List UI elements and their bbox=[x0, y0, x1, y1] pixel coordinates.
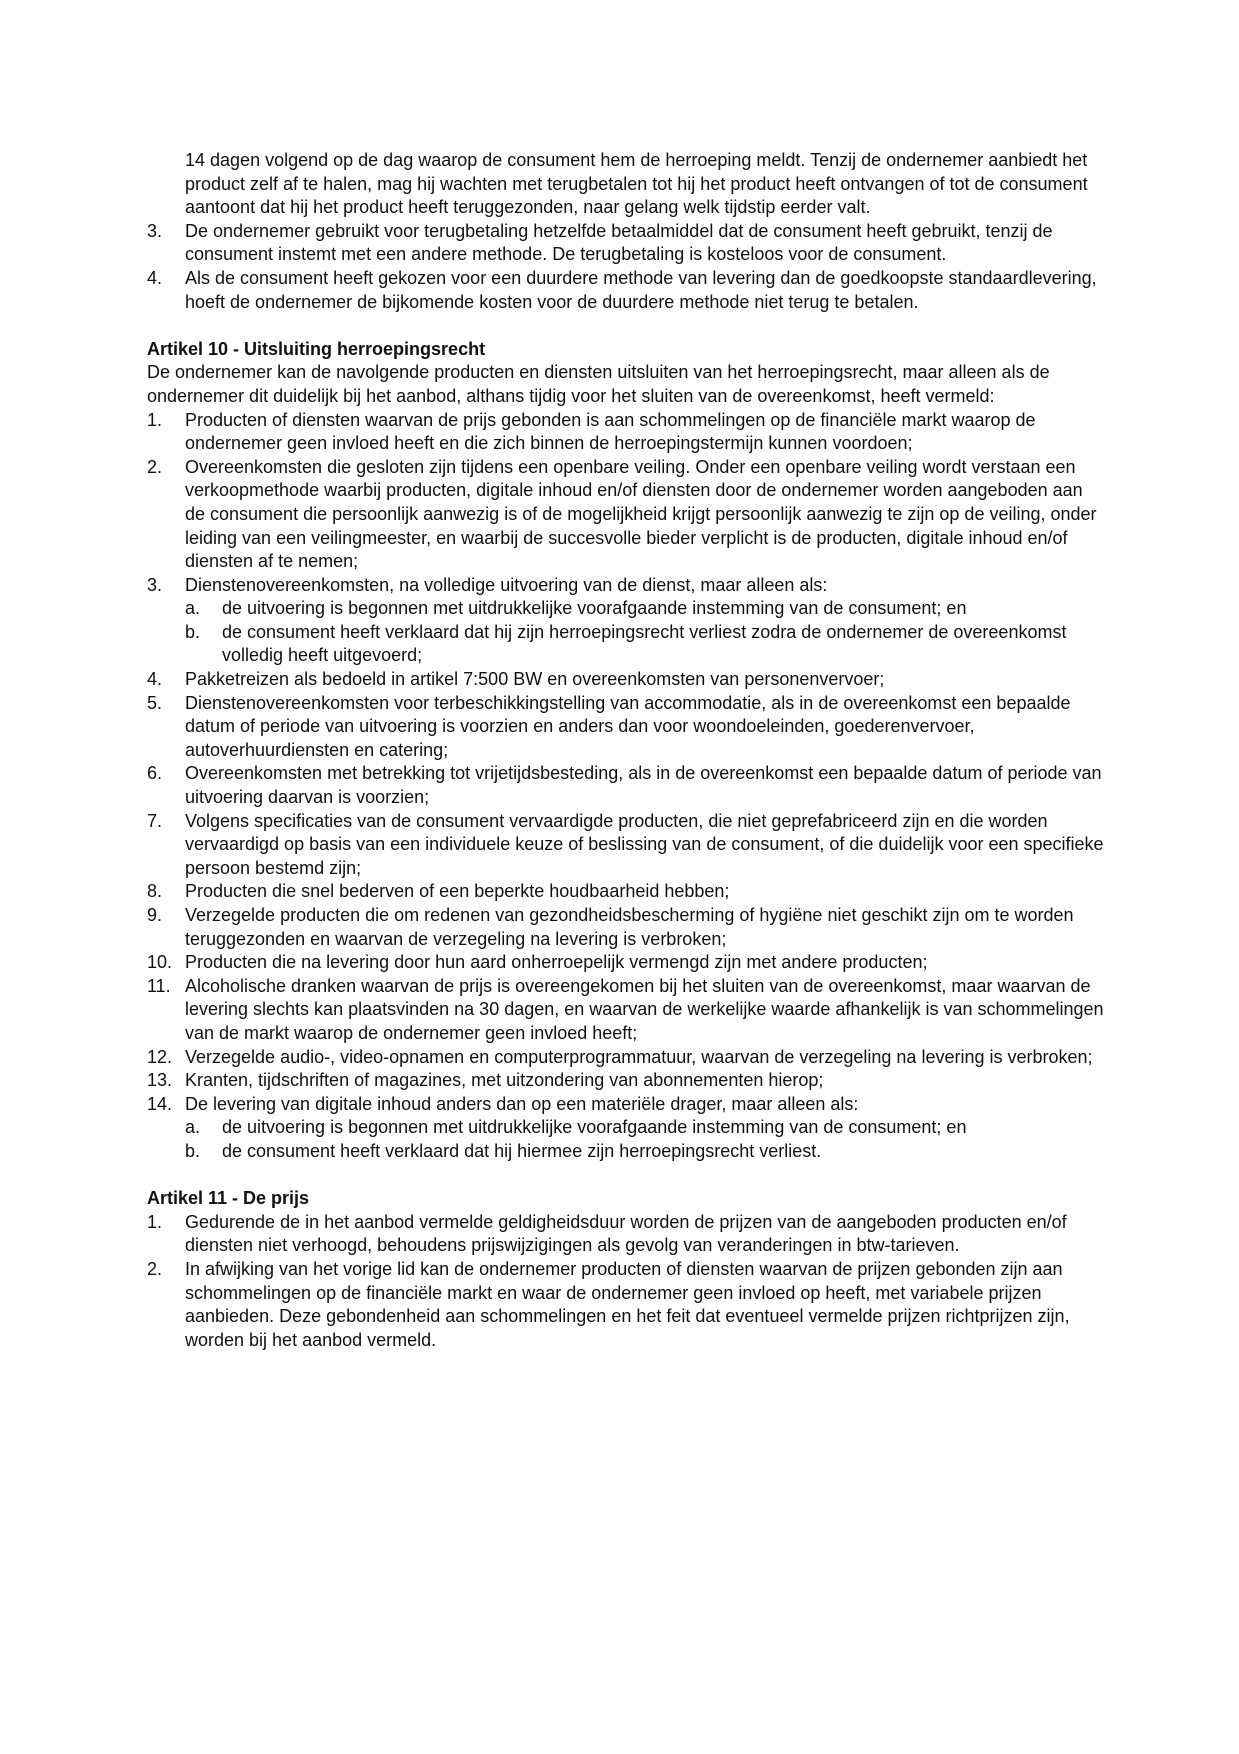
list-item bbox=[147, 220, 1107, 267]
list-number: 9. bbox=[147, 905, 163, 925]
sub-list-text: de uitvoering is begonnen met uitdrukkelijke voorafgaande instemming van de consument; en bbox=[222, 1117, 967, 1138]
list-item bbox=[147, 692, 1107, 763]
article-11 bbox=[147, 1187, 1107, 1352]
list-item bbox=[147, 1046, 1107, 1070]
list-item bbox=[147, 456, 1107, 574]
list-text: De ondernemer gebruikt voor terugbetaling hetzelfde betaalmiddel dat de consument heeft gebruikt, tenzij de consument instemt met een andere methode. De terugbetaling is kosteloos voor de consument. bbox=[185, 220, 1053, 265]
list-number: 6. bbox=[147, 763, 163, 784]
list-text: Verzegelde audio-, video-opnamen en computerprogrammatuur, waarvan de verzegeling na levering is verbroken; bbox=[185, 1046, 1093, 1067]
list-text: Alcoholische dranken waarvan de prijs is overeengekomen bij het sluiten van de overeenkomst, maar waarvan de levering slechts kan plaatsvinden na 30 dagen, en waarvan de werkelijke waarde afhankelijk is van schommelingen van de markt waarop de ondernemer geen invloed heeft; bbox=[185, 975, 1104, 1043]
sub-list-text: de uitvoering is begonnen met uitdrukkelijke voorafgaande instemming van de consument; en bbox=[222, 598, 967, 619]
list-item bbox=[147, 762, 1107, 809]
list-item bbox=[147, 267, 1107, 314]
list-number: 2. bbox=[147, 1258, 163, 1279]
list-number: 13. bbox=[147, 1070, 173, 1091]
sub-list-item bbox=[147, 597, 1107, 621]
sub-list-item bbox=[147, 1116, 1107, 1140]
sub-list-item bbox=[147, 621, 1107, 668]
article-heading: Artikel 11 - De prijs bbox=[147, 1188, 310, 1209]
sub-list-text: de consument heeft verklaard dat hij zijn herroepingsrecht verliest zodra de ondernemer de overeenkomst volledig heeft uitgevoerd; bbox=[222, 621, 1067, 666]
list-item bbox=[147, 880, 1107, 904]
list-text: Overeenkomsten die gesloten zijn tijdens een openbare veiling. Onder een openbare veiling wordt verstaan een verkoopmethode waarbij producten, digitale inhoud en/of diensten door de ondernemer worden aangeboden aan de consument die persoonlijk aanwezig is of de mogelijkheid krijgt persoonlijk aanwezig te zijn op de veiling, onder leiding van een veilingmeester, en waarbij de succesvolle bieder verplicht is de producten, digitale inhoud en/of diensten af te nemen; bbox=[185, 456, 1097, 572]
list-number: 4. bbox=[147, 669, 163, 690]
list-number: 3. bbox=[147, 220, 163, 241]
list-text: Overeenkomsten met betrekking tot vrijetijdsbesteding, als in de overeenkomst een bepaalde datum of periode van uitvoering daarvan is voorzien; bbox=[185, 763, 1102, 808]
sub-list-letter: b. bbox=[185, 1140, 201, 1161]
list-item bbox=[147, 1093, 1107, 1117]
list-item bbox=[147, 668, 1107, 692]
list-text: Producten die snel bederven of een beperkte houdbaarheid hebben; bbox=[185, 881, 730, 902]
list-number: 10. bbox=[147, 952, 173, 973]
list-item bbox=[147, 409, 1107, 456]
list-number: 1. bbox=[147, 1211, 163, 1232]
list-item bbox=[147, 1069, 1107, 1093]
article-heading: Artikel 10 - Uitsluiting herroepingsrecht bbox=[147, 338, 486, 359]
list-text: Verzegelde producten die om redenen van gezondheidsbescherming of hygiëne niet geschikt zijn om te worden teruggezonden en waarvan de verzegeling na levering is verbroken; bbox=[185, 905, 1074, 949]
list-text: Gedurende de in het aanbod vermelde geldigheidsduur worden de prijzen van de aangeboden producten en/of diensten niet verhoogd, behoudens prijswijzigingen als gevolg van veranderingen in btw-tarieven. bbox=[185, 1211, 1067, 1256]
list-number: 12. bbox=[147, 1046, 173, 1067]
list-item bbox=[147, 1211, 1107, 1258]
list-text: Volgens specificaties van de consument vervaardigde producten, die niet geprefabriceerd zijn en die worden vervaardigd op basis van een individuele keuze of beslissing van de consument, of die duidelijk voor een specifieke persoon bestemd zijn; bbox=[185, 810, 1104, 878]
list-number: 1. bbox=[147, 409, 163, 430]
list-text: Pakketreizen als bedoeld in artikel 7:500 BW en overeenkomsten van personenvervoer; bbox=[185, 669, 885, 690]
list-text: Dienstenovereenkomsten, na volledige uitvoering van de dienst, maar alleen als: bbox=[185, 574, 828, 595]
list-item bbox=[147, 951, 1107, 975]
sub-list-text: de consument heeft verklaard dat hij hiermee zijn herroepingsrecht verliest. bbox=[222, 1140, 822, 1161]
sub-list-letter: a. bbox=[185, 1117, 201, 1138]
list-number: 8. bbox=[147, 881, 163, 902]
sub-list-item bbox=[147, 1140, 1107, 1164]
list-text: Producten die na levering door hun aard onherroepelijk vermengd zijn met andere producten; bbox=[185, 952, 928, 973]
list-text: Dienstenovereenkomsten voor terbeschikkingstelling van accommodatie, als in de overeenkomst een bepaalde datum of periode van uitvoering is voorzien en anders dan voor woondoeleinden, goederenvervoer, autoverhuurdiensten en catering; bbox=[185, 692, 1071, 760]
sub-list-letter: a. bbox=[185, 598, 201, 619]
list-item bbox=[147, 574, 1107, 598]
list-number: 2. bbox=[147, 456, 163, 477]
article-intro: De ondernemer kan de navolgende producten en diensten uitsluiten van het herroepingsrecht, maar alleen als de ondernemer dit duidelijk bij het aanbod, althans tijdig voor het sluiten van de overeenkomst, heeft vermeld: bbox=[147, 362, 1050, 406]
list-item bbox=[147, 810, 1107, 881]
spacer bbox=[147, 314, 1239, 338]
list-number: 4. bbox=[147, 267, 163, 288]
list-item bbox=[147, 1258, 1107, 1352]
list-number: 11. bbox=[147, 975, 171, 996]
list-number: 7. bbox=[147, 810, 163, 831]
list-text: De levering van digitale inhoud anders dan op een materiële drager, maar alleen als: bbox=[185, 1093, 859, 1114]
list-number: 5. bbox=[147, 692, 163, 713]
list-number: 3. bbox=[147, 574, 163, 595]
paragraph-continuation: 14 dagen volgend op de dag waarop de consument hem de herroeping meldt. Tenzij de ondernemer aanbiedt het product zelf af te halen, mag hij wachten met terugbetalen tot hij het product heeft ontvangen of tot de consument aantoont dat hij het product heeft teruggezonden, naar gelang welk tijdstip eerder valt. bbox=[185, 150, 1088, 218]
list-text: In afwijking van het vorige lid kan de ondernemer producten of diensten waarvan de prijzen gebonden zijn aan schommelingen op de financiële markt en waar de ondernemer geen invloed op heeft, met variabele prijzen aanbieden. Deze gebondenheid aan schommelingen en het feit dat eventueel vermelde prijzen richtprijzen zijn, worden bij het aanbod vermeld. bbox=[185, 1258, 1070, 1350]
list-text: Producten of diensten waarvan de prijs gebonden is aan schommelingen op de financiële markt waarop de ondernemer geen invloed heeft en die zich binnen de herroepingstermijn kunnen voordoen; bbox=[185, 409, 1036, 454]
list-item bbox=[147, 904, 1107, 951]
sub-list-letter: b. bbox=[185, 621, 201, 642]
article-10 bbox=[147, 338, 1107, 1164]
article-9-continuation bbox=[147, 149, 1107, 314]
spacer bbox=[147, 1164, 1239, 1188]
list-number: 14. bbox=[147, 1093, 173, 1114]
list-text: Als de consument heeft gekozen voor een duurdere methode van levering dan de goedkoopste standaardlevering, hoeft de ondernemer de bijkomende kosten voor de duurdere methode niet terug te betalen. bbox=[185, 267, 1097, 312]
list-item bbox=[147, 975, 1107, 1046]
list-text: Kranten, tijdschriften of magazines, met uitzondering van abonnementen hierop; bbox=[185, 1070, 824, 1091]
